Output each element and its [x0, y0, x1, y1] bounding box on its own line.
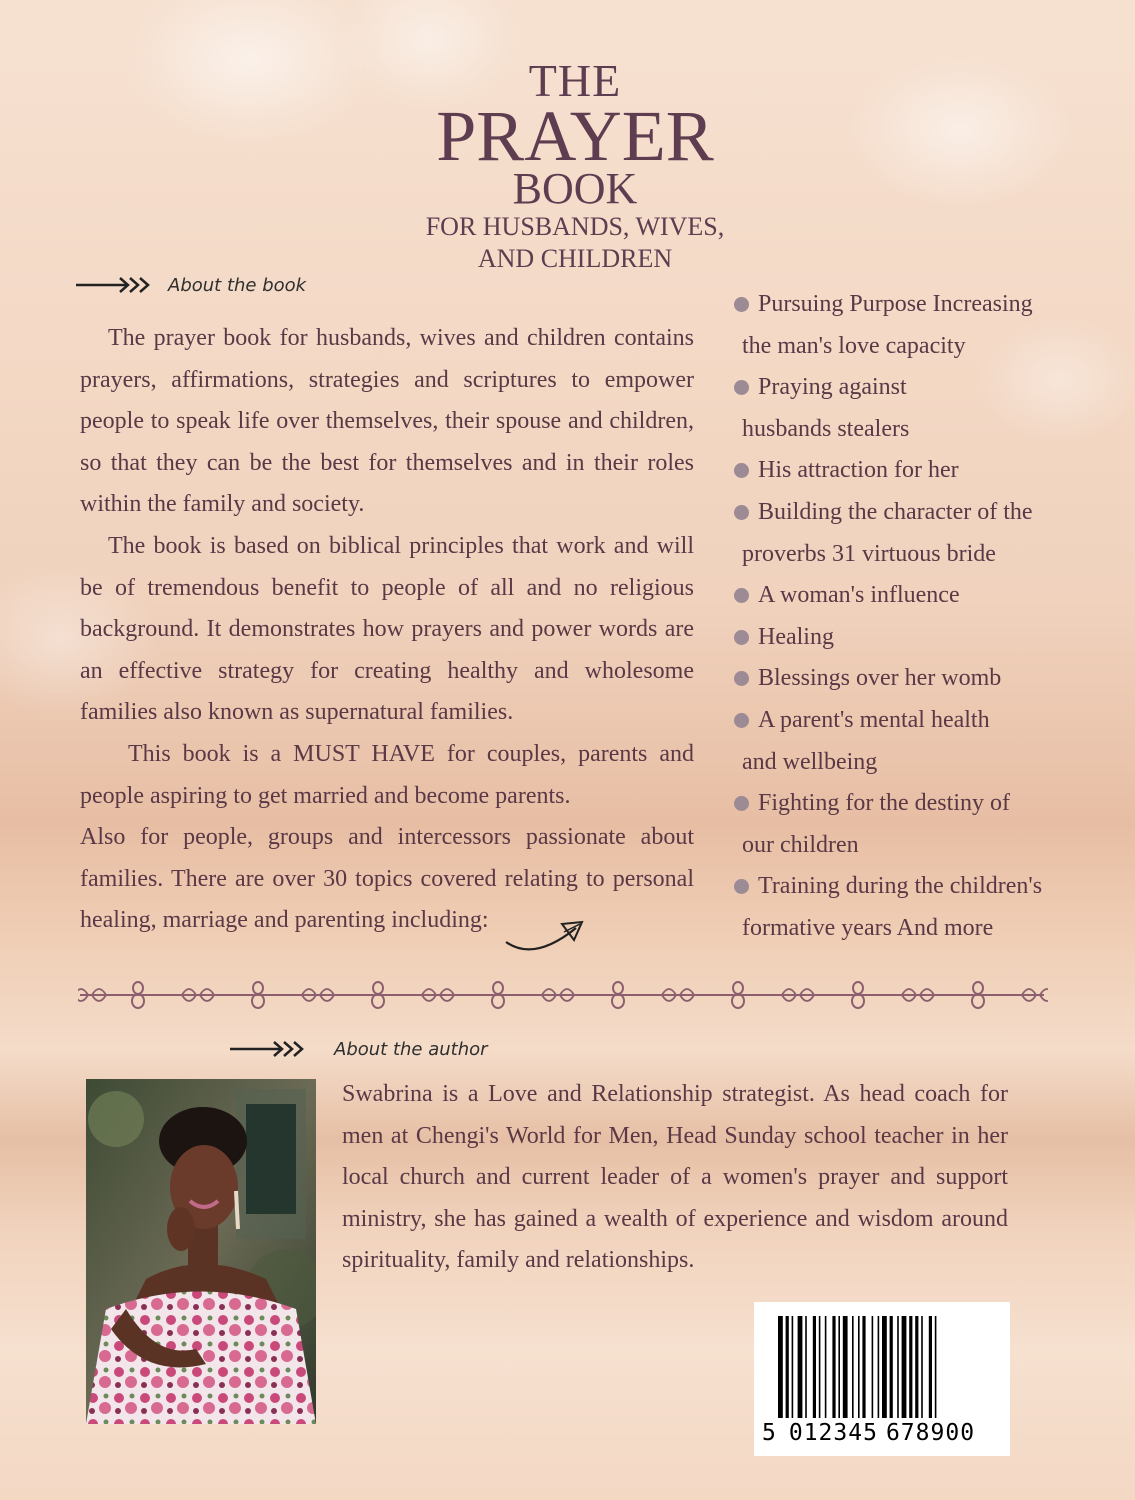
vine-ornament-divider [78, 978, 1048, 1012]
topic-line-1: Training during the children's [758, 873, 1043, 900]
arrow-right-chevrons-icon [230, 1038, 308, 1060]
barcode-bar [832, 1316, 835, 1418]
barcode-digits [762, 1420, 1002, 1446]
divider-knot [252, 982, 264, 1008]
barcode-bar [890, 1316, 893, 1418]
barcode-bar [872, 1316, 874, 1418]
barcode-group-2: 678900 [885, 1420, 976, 1446]
curved-arrow-icon [504, 918, 588, 958]
topic-line-1: Blessings over her womb [758, 665, 1002, 692]
topic-item [734, 658, 1074, 700]
arrow-right-chevrons-icon [76, 274, 154, 296]
barcode-group-1: 012345 [788, 1420, 878, 1446]
bullet-dot-icon [734, 879, 749, 894]
about-book-paragraph-2: The book is based on biblical principles that work and will be of tremendous benefit to people of all and no religious background. It demonstrates how prayers and power words are an effective strategy for creating healthy and wholesome families also known as supernatural families. [80, 532, 694, 726]
topic-item [734, 450, 1074, 492]
title-book: BOOK [512, 164, 638, 213]
bullet-dot-icon [734, 671, 749, 686]
topic-line-2: and wellbeing [742, 748, 878, 775]
divider-knot [612, 982, 624, 1008]
barcode-bar [813, 1316, 816, 1418]
barcode-bar [915, 1316, 918, 1418]
barcode-bar [858, 1316, 860, 1418]
divider-knot [732, 982, 744, 1008]
bullet-dot-icon [734, 505, 749, 520]
topic-line-1: Praying against [758, 374, 907, 401]
barcode-bar [819, 1316, 821, 1418]
barcode-bar [878, 1316, 880, 1418]
topic-line-1: His attraction for her [758, 457, 959, 484]
divider-knot [852, 982, 864, 1008]
barcode-bar [792, 1316, 794, 1418]
barcode-bar [778, 1316, 783, 1418]
topic-line-2: husbands stealers [742, 415, 910, 442]
topic-item [734, 700, 1074, 783]
barcode [754, 1302, 1010, 1456]
barcode-bar [897, 1316, 899, 1418]
about-book-heading [76, 274, 306, 296]
barcode-bar [935, 1316, 937, 1418]
barcode-bar [902, 1316, 907, 1418]
barcode-first-digit: 5 [762, 1420, 777, 1446]
about-book-paragraph-3: This book is a MUST HAVE for couples, parents and people aspiring to get married and become parents. [80, 740, 694, 809]
about-book-heading-label: About the book [168, 274, 307, 296]
bullet-dot-icon [734, 588, 749, 603]
divider-knot [972, 982, 984, 1008]
about-book-text [80, 318, 694, 942]
barcode-bar [921, 1316, 923, 1418]
topic-item [734, 284, 1074, 367]
author-photo [86, 1079, 316, 1424]
bullet-dot-icon [734, 713, 749, 728]
author-portrait-image [86, 1079, 316, 1424]
topic-item [734, 617, 1074, 659]
bullet-dot-icon [734, 380, 749, 395]
topic-line-1: Building the character of the [758, 498, 1033, 525]
about-book-paragraph-1: The prayer book for husbands, wives and children contains prayers, affirmations, strategies and scriptures to empower people to speak life over themselves, their spouse and children, so that they can be the best for themselves and in their roles within the family and society. [80, 325, 694, 518]
title-subtitle-line2: AND CHILDREN [477, 244, 673, 273]
topic-item [734, 866, 1074, 949]
topic-line-1: Pursuing Purpose Increasing [758, 291, 1033, 317]
topic-item [734, 783, 1074, 866]
about-book-paragraph-4: Also for people, groups and intercessors passionate about families. There are over 30 topics covered relating to personal healing, marriage and parenting including: [80, 824, 694, 934]
barcode-bar [909, 1316, 912, 1418]
barcode-bar [929, 1316, 932, 1418]
title-the: THE [528, 55, 622, 106]
barcode-bar [843, 1316, 848, 1418]
divider-knot [372, 982, 384, 1008]
barcode-bar [838, 1316, 840, 1418]
divider-knot [132, 982, 144, 1008]
title-subtitle-line1: FOR HUSBANDS, WIVES, [425, 212, 725, 241]
barcode-bar [882, 1316, 887, 1418]
bullet-dot-icon [734, 297, 749, 312]
topic-line-1: Fighting for the destiny of [758, 790, 1010, 817]
barcode-bar [852, 1316, 854, 1418]
barcode-bar [825, 1316, 827, 1418]
topic-line-2: formative years And more [742, 914, 994, 941]
bullet-dot-icon [734, 463, 749, 478]
topic-item [734, 575, 1074, 617]
topic-line-1: A woman's influence [758, 582, 960, 609]
bullet-dot-icon [734, 796, 749, 811]
topic-item [734, 492, 1074, 575]
topic-line-2: the man's love capacity [742, 332, 966, 359]
barcode-bar [798, 1316, 803, 1418]
about-author-paragraph: Swabrina is a Love and Relationship strategist. As head coach for men at Chengi's World for Men, Head Sunday school teacher in her local church and current leader of a women's prayer and support ministry, she has gained a wealth of experience and wisdom around spirituality, family and relationships. [342, 1081, 1008, 1274]
about-author-text [342, 1074, 1008, 1282]
bullet-dot-icon [734, 630, 749, 645]
topic-line-1: Healing [758, 623, 834, 650]
topic-line-2: our children [742, 831, 859, 858]
topic-line-1: A parent's mental health [758, 706, 990, 733]
book-title [380, 55, 770, 274]
divider-knot [492, 982, 504, 1008]
about-author-heading [230, 1038, 488, 1060]
about-author-heading-label: About the author [334, 1038, 488, 1060]
topic-list [734, 284, 1074, 950]
topic-line-2: proverbs 31 virtuous bride [742, 540, 996, 567]
barcode-bars [754, 1302, 1010, 1422]
barcode-bar [862, 1316, 865, 1418]
barcode-bar [786, 1316, 789, 1418]
topic-item [734, 367, 1074, 450]
barcode-bar [805, 1316, 807, 1418]
title-prayer: PRAYER [436, 96, 714, 176]
